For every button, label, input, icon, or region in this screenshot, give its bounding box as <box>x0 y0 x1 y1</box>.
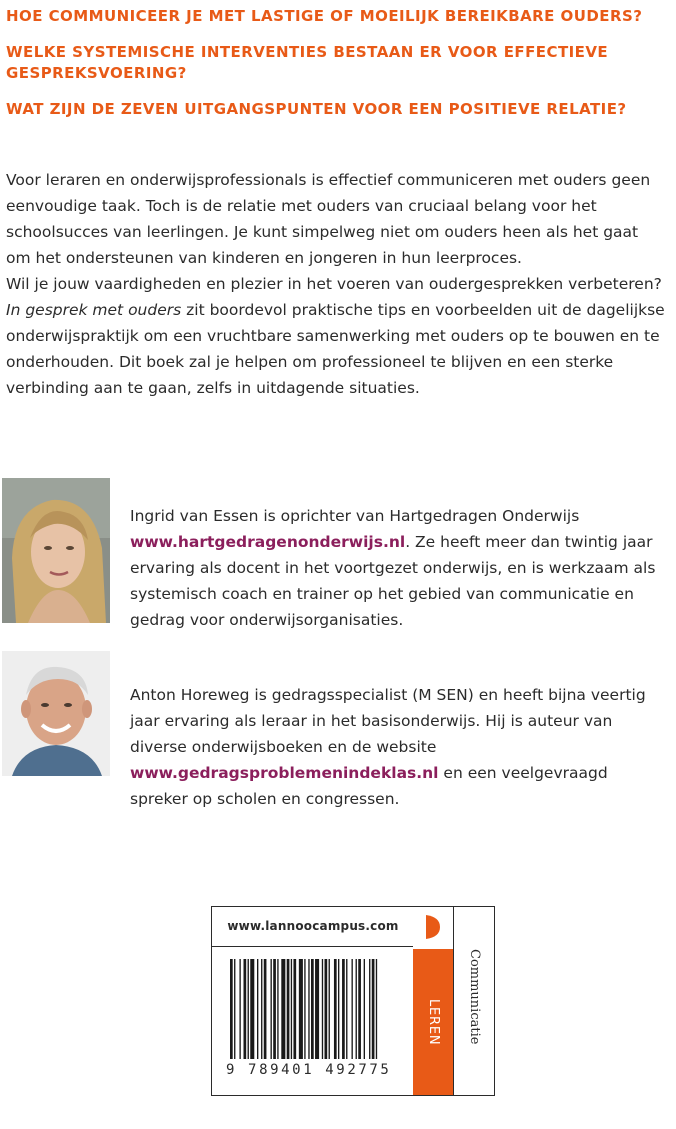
intro-paragraph-2-start: Wil je jouw vaardigheden en plezier in het voeren van oudergesprekken verbeteren? <box>6 275 662 293</box>
barcode-bar <box>358 959 361 1059</box>
link-gedragsproblemenindeklas[interactable]: www.gedragsproblemenindeklas.nl <box>130 764 439 782</box>
intro-text <box>6 167 666 401</box>
barcode-bar <box>304 959 305 1059</box>
barcode-bar <box>376 959 377 1059</box>
barcode-bar <box>322 959 323 1059</box>
barcode-bar <box>271 959 272 1059</box>
author-portrait-ingrid <box>2 478 110 623</box>
barcode <box>230 959 396 1063</box>
barcode-bar <box>239 959 240 1059</box>
barcode-bar <box>356 959 357 1059</box>
author-bio-anton <box>130 682 670 812</box>
question-1: HOE COMMUNICEER JE MET LASTIGE OF MOEILIJK BEREIKBARE OUDERS? <box>6 7 643 25</box>
question-3: WAT ZIJN DE ZEVEN UITGANGSPUNTEN VOOR EEN POSITIEVE RELATIE? <box>6 100 627 118</box>
barcode-bar <box>248 959 249 1059</box>
barcode-bar <box>311 959 314 1059</box>
barcode-bar <box>261 959 262 1059</box>
barcode-bar <box>334 959 337 1059</box>
bio-anton-text-1: Anton Horeweg is gedragsspecialist (M SEN) en heeft bijna veertig jaar ervaring als leraar in het basisonderwijs. Hij is auteur van diverse onderwijsboeken en de website <box>130 686 646 756</box>
barcode-bar <box>250 959 254 1059</box>
barcode-bar <box>287 959 290 1059</box>
isbn-number: 9 789401 492775 <box>226 1062 392 1078</box>
barcode-bar <box>264 959 267 1059</box>
bio-anton-text-2: en een veelgevraagd spreker op scholen en congressen. <box>130 764 608 808</box>
publisher-url: www.lannoocampus.com <box>212 907 414 947</box>
barcode-bar <box>325 959 328 1059</box>
barcode-bar <box>293 959 296 1059</box>
publisher-label <box>211 906 494 1096</box>
subject-label: Communicatie <box>467 949 482 1045</box>
barcode-panel <box>211 906 415 1096</box>
author-bio-ingrid <box>130 503 670 633</box>
category-label: LEREN <box>426 999 441 1046</box>
link-hartgedragenonderwijs[interactable]: www.hartgedragenonderwijs.nl <box>130 533 406 551</box>
author-photo-anton <box>2 651 110 776</box>
barcode-bar <box>352 959 353 1059</box>
barcode-bar <box>342 959 345 1059</box>
category-strip <box>413 906 453 1096</box>
barcode-bar <box>281 959 285 1059</box>
barcode-bar <box>364 959 365 1059</box>
barcode-bar <box>346 959 347 1059</box>
lannoo-logo-icon <box>426 915 440 939</box>
barcode-bar <box>299 959 303 1059</box>
barcode-bar <box>244 959 247 1059</box>
question-2: WELKE SYSTEMISCHE INTERVENTIES BESTAAN ER VOOR EFFECTIEVE GESPREKSVOERING? <box>6 43 609 82</box>
barcode-icon <box>230 959 396 1059</box>
barcode-bar <box>369 959 370 1059</box>
barcode-bar <box>338 959 339 1059</box>
barcode-bar <box>329 959 330 1059</box>
barcode-bar <box>277 959 278 1059</box>
bio-ingrid-text-2: . Ze heeft meer dan twintig jaar ervaring als docent in het voortgezet onderwijs, en is werkzaam als systemisch coach en trainer op het gebied van communicatie en gedrag voor onderwijsorganisaties. <box>130 533 656 629</box>
author-portrait-anton <box>2 651 110 776</box>
barcode-bar <box>315 959 319 1059</box>
intro-paragraph-1: Voor leraren en onderwijsprofessionals is effectief communiceren met ouders geen eenvoudige taak. Toch is de relatie met ouders van cruciaal belang voor het schoolsucces van leerlingen. Je kunt simpelweg niet om ouders heen als het gaat om het ondersteunen van kinderen en jongeren in hun leerproces. <box>6 171 651 267</box>
barcode-bar <box>257 959 258 1059</box>
bio-ingrid-text-1: Ingrid van Essen is oprichter van Hartgedragen Onderwijs <box>130 507 580 525</box>
category-fill <box>413 949 453 1095</box>
book-title: In gesprek met ouders <box>6 301 182 319</box>
intro-paragraph-2 <box>6 271 666 401</box>
barcode-bar <box>291 959 292 1059</box>
subject-strip <box>453 906 495 1096</box>
barcode-bar <box>230 959 233 1059</box>
intro-paragraph-2-end: zit boordevol praktische tips en voorbeelden uit de dagelijkse onderwijspraktijk om een vruchtbare samenwerking met ouders op te bouwen en te onderhouden. Dit boek zal je helpen om professioneel te blijven en een sterke verbinding aan te gaan, zelfs in uitdagende situaties. <box>6 301 665 397</box>
question-list <box>6 6 674 135</box>
barcode-bar <box>273 959 276 1059</box>
barcode-bar <box>372 959 375 1059</box>
barcode-bar <box>308 959 309 1059</box>
logo-cell <box>413 907 453 949</box>
barcode-bar <box>234 959 235 1059</box>
author-photo-ingrid <box>2 478 110 623</box>
